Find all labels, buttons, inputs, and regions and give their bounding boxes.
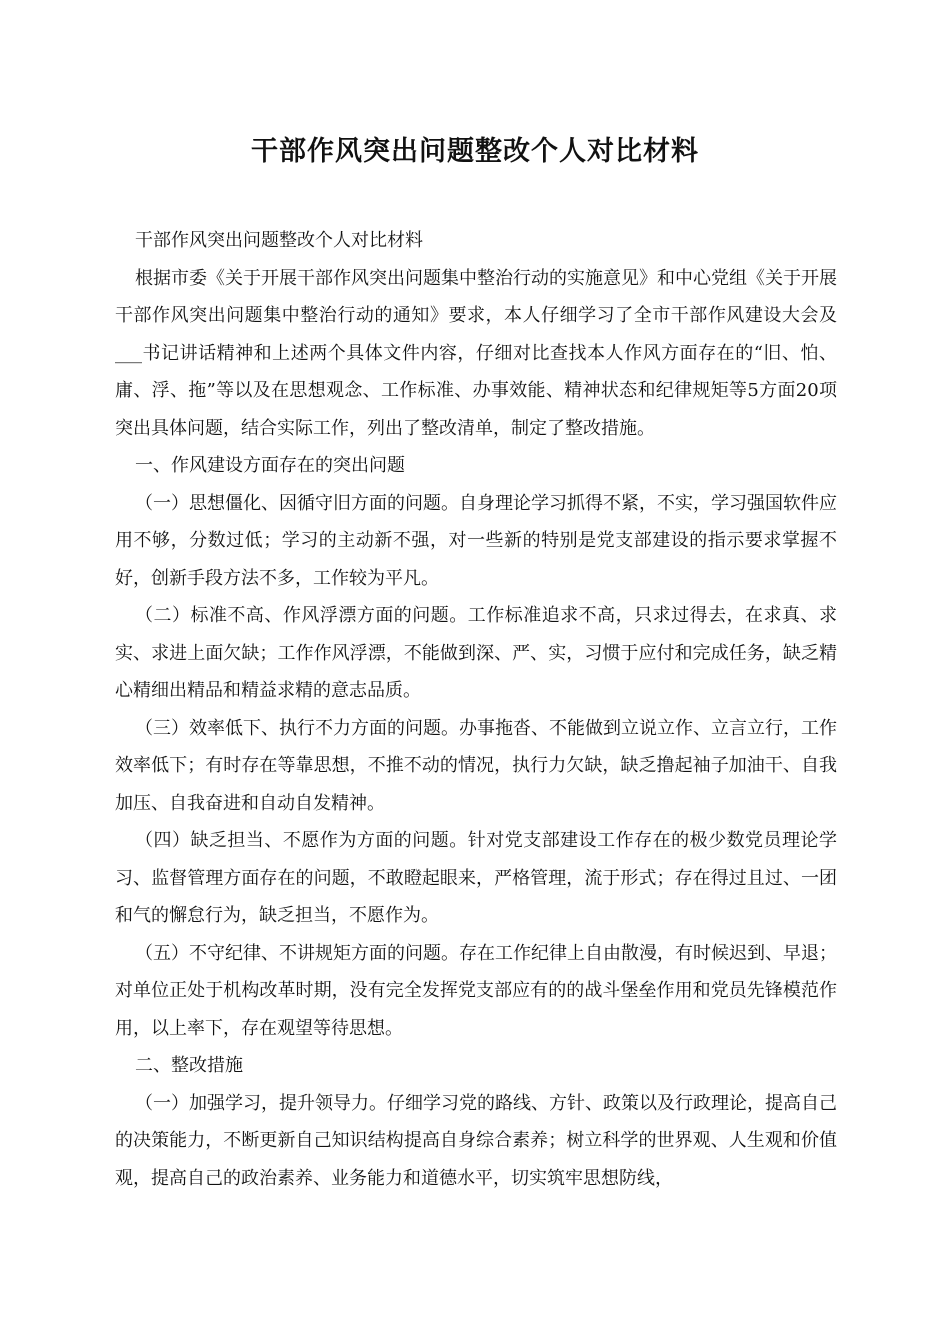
paragraph-intro: 根据市委《关于开展干部作风突出问题集中整治行动的实施意见》和中心党组《关于开展干部作风突出问题集中整治行动的通知》要求，本人仔细学习了全市干部作风建设大会及___书记讲话精神和上述两个具体文件内容，仔细对比查找本人作风方面存在的“旧、怕、庸、浮、拖”等以及在思想观念、工作标准、办事效能、精神状态和纪律规矩等5方面20项突出具体问题，结合实际工作，列出了整改清单，制定了整改措施。	[115, 267, 837, 439]
paragraph-measure-1: （一）加强学习，提升领导力。仔细学习党的路线、方针、政策以及行政理论，提高自己的决策能力，不断更新自己知识结构提高自身综合素养；树立科学的世界观、人生观和价值观，提高自己的政治素养、业务能力和道德水平，切实筑牢思想防线，	[115, 1092, 837, 1189]
section-heading-problems: 一、作风建设方面存在的突出问题	[135, 455, 405, 476]
paragraph-problem-4: （四）缺乏担当、不愿作为方面的问题。针对党支部建设工作存在的极少数党员理论学习、监督管理方面存在的问题，不敢瞪起眼来，严格管理，流于形式；存在得过且过、一团和气的懈怠行为，缺乏担当，不愿作为。	[115, 830, 837, 926]
paragraph-problem-2: （二）标准不高、作风浮漂方面的问题。工作标准追求不高，只求过得去，在求真、求实、求进上面欠缺；工作作风浮漂，不能做到深、严、实，习惯于应付和完成任务，缺乏精心精细出精品和精益求精的意志品质。	[115, 605, 837, 701]
section-heading-measures: 二、整改措施	[135, 1055, 243, 1076]
paragraph-problem-5: （五）不守纪律、不讲规矩方面的问题。存在工作纪律上自由散漫，有时候迟到、早退；对单位正处于机构改革时期，没有完全发挥党支部应有的的战斗堡垒作用和党员先锋模范作用，以上率下，存在观望等待思想。	[115, 942, 837, 1039]
paragraph-problem-1: （一）思想僵化、因循守旧方面的问题。自身理论学习抓得不紧，不实，学习强国软件应用不够，分数过低；学习的主动新不强，对一些新的特别是党支部建设的指示要求掌握不好，创新手段方法不多，工作较为平凡。	[115, 492, 837, 589]
paragraph-problem-3: （三）效率低下、执行不力方面的问题。办事拖沓、不能做到立说立作、立言立行，工作效率低下；有时存在等靠思想，不推不动的情况，执行力欠缺，缺乏撸起袖子加油干、自我加压、自我奋进和自动自发精神。	[115, 717, 837, 814]
document-title: 干部作风突出问题整改个人对比材料	[251, 136, 699, 167]
paragraph-subtitle: 干部作风突出问题整改个人对比材料	[135, 230, 423, 251]
document-body	[115, 222, 837, 1197]
